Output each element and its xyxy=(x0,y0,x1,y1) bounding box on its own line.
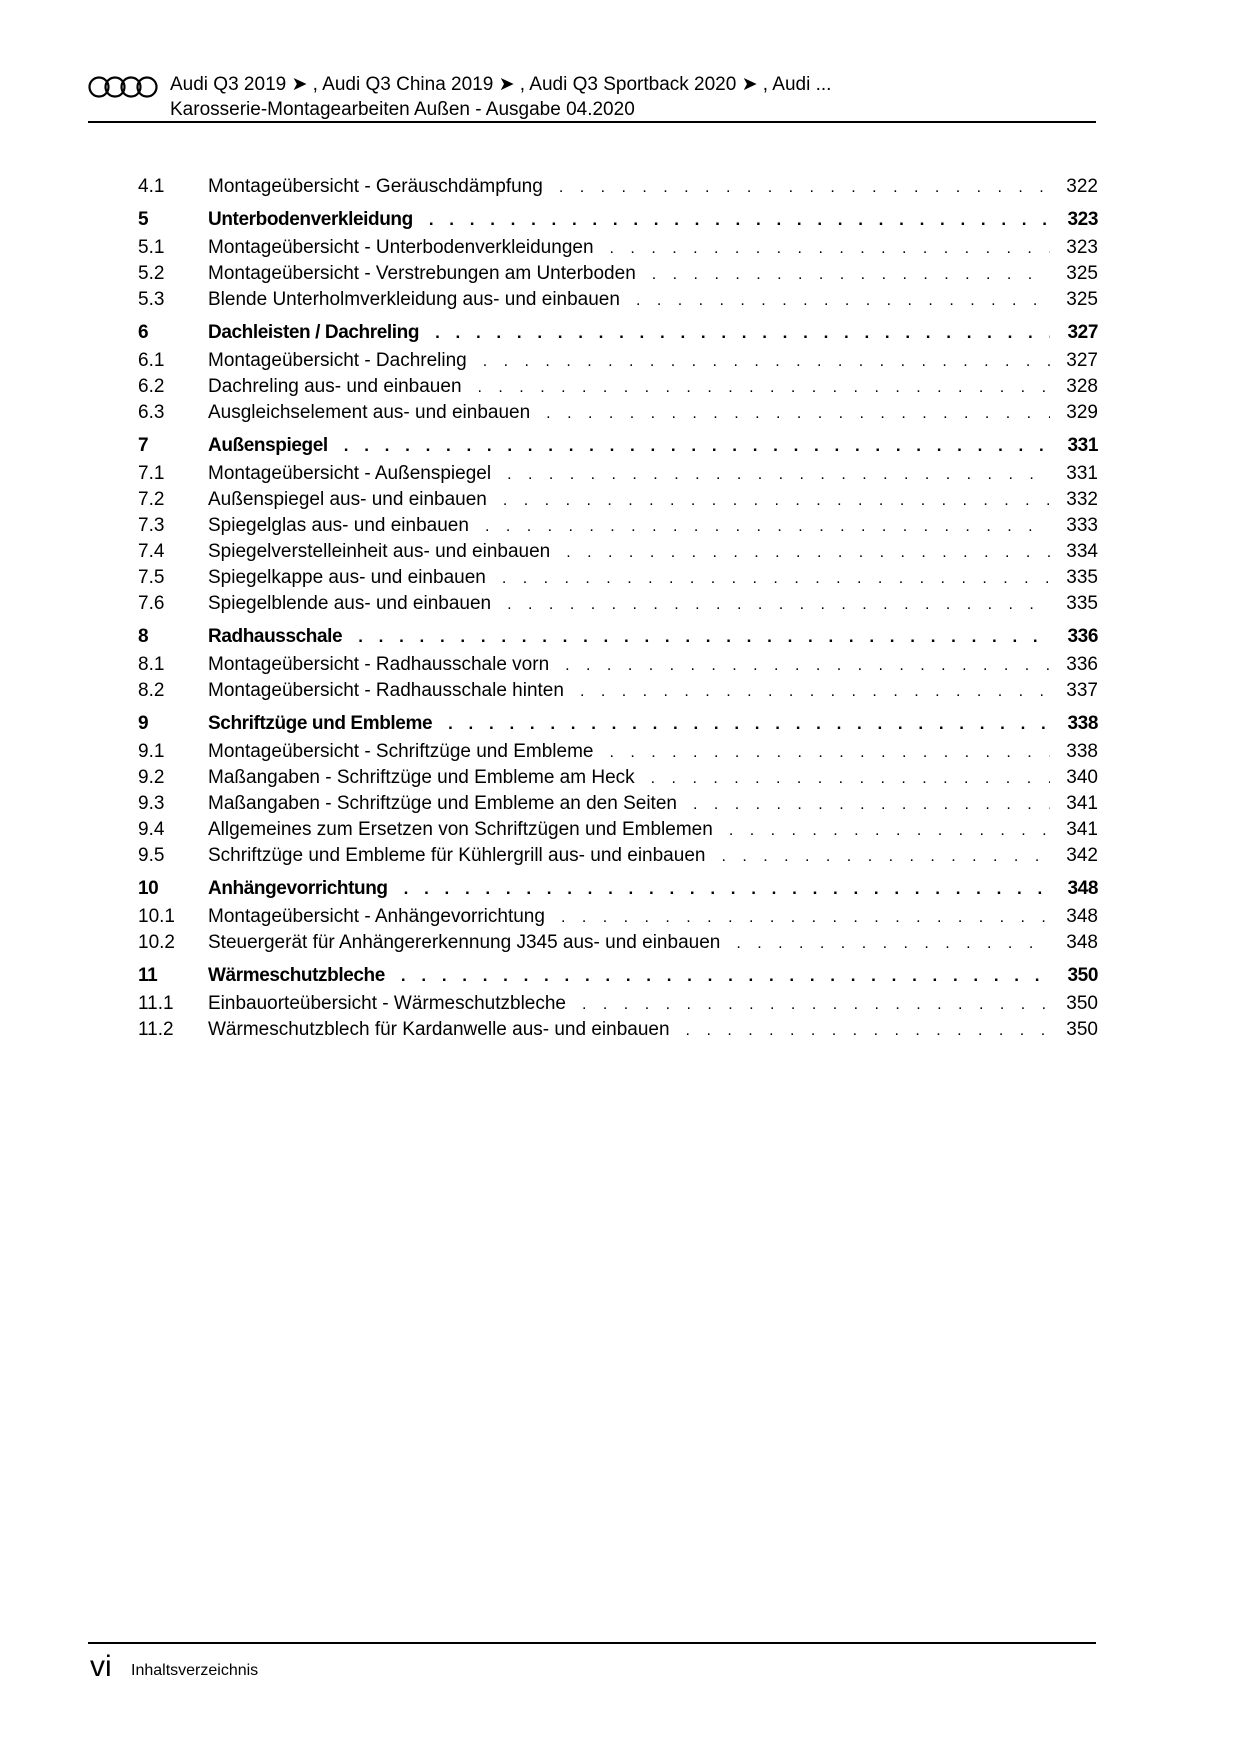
footer-label: Inhaltsverzeichnis xyxy=(131,1662,259,1679)
toc-entry-title[interactable]: Montageübersicht - Schriftzüge und Embleme xyxy=(208,741,594,762)
toc-entry-page[interactable]: 327 xyxy=(1067,322,1098,343)
toc-entry-title[interactable]: Spiegelkappe aus- und einbauen xyxy=(208,567,486,588)
toc-entry-row[interactable] xyxy=(138,513,1098,539)
toc-dot-leader xyxy=(478,375,1050,401)
toc-entry-number: 7 xyxy=(138,435,149,456)
toc-entry-row[interactable] xyxy=(138,930,1098,956)
toc-dot-leader xyxy=(435,317,1050,348)
toc-dot-leader xyxy=(610,236,1050,262)
toc-entry-title[interactable]: Montageübersicht - Verstrebungen am Unterboden xyxy=(208,263,636,284)
toc-entry-title[interactable]: Schriftzüge und Embleme xyxy=(208,713,433,734)
toc-entry-number: 10.1 xyxy=(138,906,175,927)
toc-entry-title[interactable]: Ausgleichselement aus- und einbauen xyxy=(208,402,531,423)
toc-entry-title[interactable]: Maßangaben - Schriftzüge und Embleme an den Seiten xyxy=(208,793,677,814)
toc-entry-number: 10 xyxy=(138,878,159,899)
toc-entry-row[interactable] xyxy=(138,591,1098,617)
toc-entry-page[interactable]: 342 xyxy=(1066,845,1098,866)
toc-dot-leader xyxy=(729,818,1050,844)
toc-entry-row[interactable] xyxy=(138,765,1098,791)
toc-entry-page[interactable]: 331 xyxy=(1066,463,1098,484)
toc-entry-number: 8.2 xyxy=(138,680,165,701)
toc-entry-number: 7.6 xyxy=(138,593,165,614)
toc-entry-number: 7.3 xyxy=(138,515,165,536)
toc-entry-page[interactable]: 338 xyxy=(1066,741,1098,762)
toc-entry-row[interactable] xyxy=(138,791,1098,817)
toc-chapter-row[interactable] xyxy=(138,960,1098,991)
toc-entry-number: 5.3 xyxy=(138,289,165,310)
toc-entry-title[interactable]: Spiegelblende aus- und einbauen xyxy=(208,593,492,614)
toc-entry-number: 10.2 xyxy=(138,932,175,953)
toc-entry-number: 7.1 xyxy=(138,463,165,484)
toc-entry-number: 7.2 xyxy=(138,489,165,510)
toc-entry-title[interactable]: Maßangaben - Schriftzüge und Embleme am Heck xyxy=(208,767,635,788)
toc-entry-row[interactable] xyxy=(138,287,1098,313)
toc-dot-leader xyxy=(507,592,1050,618)
toc-entry-row[interactable] xyxy=(138,235,1098,261)
toc-dot-leader xyxy=(565,653,1050,679)
toc-entry-number: 11 xyxy=(138,965,158,986)
toc-entry-page[interactable]: 327 xyxy=(1066,350,1098,371)
toc-dot-leader xyxy=(344,430,1050,461)
toc-entry-title[interactable]: Montageübersicht - Unterbodenverkleidungen xyxy=(208,237,594,258)
toc-entry-number: 9.3 xyxy=(138,793,165,814)
toc-entry-page[interactable]: 336 xyxy=(1067,626,1098,647)
toc-entry-row[interactable] xyxy=(138,678,1098,704)
toc-entry-title[interactable]: Montageübersicht - Außenspiegel xyxy=(208,463,492,484)
toc-chapter-row[interactable] xyxy=(138,317,1098,348)
toc-dot-leader xyxy=(609,740,1050,766)
toc-entry-title[interactable]: Unterbodenverkleidung xyxy=(208,209,413,230)
toc-dot-leader xyxy=(448,708,1050,739)
toc-dot-leader xyxy=(546,401,1050,427)
toc-entry-page[interactable]: 331 xyxy=(1067,435,1098,456)
footer-page-number: vi xyxy=(90,1650,112,1683)
toc-entry-number: 9 xyxy=(138,713,149,734)
toc-entry-number: 11.1 xyxy=(138,993,174,1014)
toc-entry-title[interactable]: Dachleisten / Dachreling xyxy=(208,322,420,343)
toc-chapter-row[interactable] xyxy=(138,621,1098,652)
toc-entry-title[interactable]: Spiegelglas aus- und einbauen xyxy=(208,515,469,536)
toc-entry-title[interactable]: Außenspiegel aus- und einbauen xyxy=(208,489,487,510)
toc-entry-number: 9.4 xyxy=(138,819,165,840)
toc-entry-number: 5.2 xyxy=(138,263,165,284)
toc-entry-row[interactable] xyxy=(138,904,1098,930)
toc-entry-row[interactable] xyxy=(138,739,1098,765)
toc-chapter-row[interactable] xyxy=(138,430,1098,461)
toc-entry-title[interactable]: Spiegelverstelleinheit aus- und einbauen xyxy=(208,541,551,562)
toc-entry-title[interactable]: Steuergerät für Anhängererkennung J345 aus- und einbauen xyxy=(208,932,721,953)
toc-entry-row[interactable] xyxy=(138,1017,1098,1043)
toc-entry-row[interactable] xyxy=(138,817,1098,843)
toc-entry-page[interactable]: 348 xyxy=(1066,932,1098,953)
toc-chapter-row[interactable] xyxy=(138,873,1098,904)
header-subtitle: Karosserie-Montagearbeiten Außen - Ausgabe 04.2020 xyxy=(170,99,635,120)
toc-entry-title[interactable]: Dachreling aus- und einbauen xyxy=(208,376,462,397)
toc-dot-leader xyxy=(652,262,1050,288)
toc-entry-page[interactable]: 323 xyxy=(1067,209,1098,230)
toc-dot-leader xyxy=(485,514,1050,540)
toc-entry-page[interactable]: 332 xyxy=(1066,489,1098,510)
toc-entry-number: 9.1 xyxy=(138,741,165,762)
toc-entry-title[interactable]: Montageübersicht - Radhausschale hinten xyxy=(208,680,564,701)
toc-entry-page[interactable]: 325 xyxy=(1066,263,1098,284)
toc-entry-title[interactable]: Außenspiegel xyxy=(208,435,328,456)
toc-dot-leader xyxy=(502,566,1050,592)
toc-entry-page[interactable]: 337 xyxy=(1066,680,1098,701)
toc-entry-page[interactable]: 338 xyxy=(1067,713,1098,734)
toc-entry-page[interactable]: 328 xyxy=(1066,376,1098,397)
toc-entry-title[interactable]: Wärmeschutzbleche xyxy=(208,965,385,986)
toc-dot-leader xyxy=(503,488,1050,514)
toc-entry-number: 8 xyxy=(138,626,149,647)
toc-entry-number: 6.2 xyxy=(138,376,165,397)
toc-entry-title[interactable]: Einbauorteübersicht - Wärmeschutzbleche xyxy=(208,993,567,1014)
toc-entry-page[interactable]: 333 xyxy=(1066,515,1098,536)
toc-entry-page[interactable]: 348 xyxy=(1067,878,1098,899)
toc-entry-number: 11.2 xyxy=(138,1019,174,1040)
toc-dot-leader xyxy=(483,349,1050,375)
toc-entry-page[interactable]: 322 xyxy=(1066,176,1098,197)
toc-entry-number: 6 xyxy=(138,322,149,343)
footer-rule xyxy=(88,1642,1096,1644)
toc-entry-number: 7.4 xyxy=(138,541,165,562)
audi-rings-logo-icon xyxy=(88,75,158,99)
toc-entry-row[interactable] xyxy=(138,991,1098,1017)
toc-entry-number: 7.5 xyxy=(138,567,165,588)
toc-entry-title[interactable]: Blende Unterholmverkleidung aus- und einbauen xyxy=(208,289,620,310)
toc-entry-page[interactable]: 334 xyxy=(1066,541,1098,562)
toc-dot-leader xyxy=(736,931,1050,957)
toc-dot-leader xyxy=(401,960,1050,991)
toc-chapter-row[interactable] xyxy=(138,708,1098,739)
toc-entry-title[interactable]: Montageübersicht - Anhängevorrichtung xyxy=(208,906,545,927)
toc-entry-title[interactable]: Montageübersicht - Dachreling xyxy=(208,350,467,371)
toc-entry-row[interactable] xyxy=(138,565,1098,591)
table-of-contents xyxy=(138,174,1098,1043)
toc-dot-leader xyxy=(693,792,1050,818)
toc-entry-number: 4.1 xyxy=(138,176,165,197)
toc-entry-page[interactable]: 350 xyxy=(1066,993,1098,1014)
toc-dot-leader xyxy=(636,288,1050,314)
toc-entry-number: 5 xyxy=(138,209,149,230)
toc-dot-leader xyxy=(559,175,1050,201)
toc-entry-title[interactable]: Radhausschale xyxy=(208,626,343,647)
toc-entry-number: 5.1 xyxy=(138,237,165,258)
toc-entry-title[interactable]: Montageübersicht - Radhausschale vorn xyxy=(208,654,550,675)
toc-entry-number: 9.2 xyxy=(138,767,165,788)
toc-entry-page[interactable]: 350 xyxy=(1066,1019,1098,1040)
toc-dot-leader xyxy=(507,462,1050,488)
toc-entry-page[interactable]: 350 xyxy=(1067,965,1098,986)
toc-dot-leader xyxy=(429,204,1050,235)
toc-entry-number: 6.1 xyxy=(138,350,165,371)
toc-entry-title[interactable]: Montageübersicht - Geräuschdämpfung xyxy=(208,176,543,197)
toc-entry-row[interactable] xyxy=(138,843,1098,869)
toc-entry-title[interactable]: Schriftzüge und Embleme für Kühlergrill aus- und einbauen xyxy=(208,845,706,866)
header-title: Audi Q3 2019 ➤ , Audi Q3 China 2019 ➤ , Audi Q3 Sportback 2020 ➤ , Audi ... xyxy=(170,74,832,95)
toc-dot-leader xyxy=(566,540,1050,566)
toc-entry-row[interactable] xyxy=(138,487,1098,513)
toc-entry-page[interactable]: 323 xyxy=(1066,237,1098,258)
toc-dot-leader xyxy=(580,679,1050,705)
toc-entry-row[interactable] xyxy=(138,461,1098,487)
toc-entry-number: 8.1 xyxy=(138,654,165,675)
toc-entry-page[interactable]: 340 xyxy=(1066,767,1098,788)
toc-entry-row[interactable] xyxy=(138,652,1098,678)
toc-entry-page[interactable]: 341 xyxy=(1066,819,1098,840)
toc-entry-page[interactable]: 336 xyxy=(1066,654,1098,675)
toc-entry-page[interactable]: 348 xyxy=(1066,906,1098,927)
toc-chapter-row[interactable] xyxy=(138,204,1098,235)
toc-entry-row[interactable] xyxy=(138,400,1098,426)
toc-dot-leader xyxy=(404,873,1050,904)
toc-dot-leader xyxy=(721,844,1050,870)
toc-entry-row[interactable] xyxy=(138,374,1098,400)
toc-entry-title[interactable]: Anhängevorrichtung xyxy=(208,878,388,899)
toc-entry-number: 6.3 xyxy=(138,402,165,423)
toc-dot-leader xyxy=(582,992,1050,1018)
toc-entry-page[interactable]: 341 xyxy=(1066,793,1098,814)
toc-entry-page[interactable]: 329 xyxy=(1066,402,1098,423)
toc-entry-number: 9.5 xyxy=(138,845,165,866)
header-rule xyxy=(88,121,1096,123)
toc-entry-row[interactable] xyxy=(138,348,1098,374)
toc-dot-leader xyxy=(651,766,1050,792)
toc-dot-leader xyxy=(358,621,1050,652)
toc-entry-title[interactable]: Wärmeschutzblech für Kardanwelle aus- und einbauen xyxy=(208,1019,670,1040)
toc-entry-row[interactable] xyxy=(138,174,1098,200)
toc-entry-title[interactable]: Allgemeines zum Ersetzen von Schriftzügen und Emblemen xyxy=(208,819,713,840)
toc-entry-page[interactable]: 335 xyxy=(1066,567,1098,588)
toc-dot-leader xyxy=(686,1018,1050,1044)
toc-entry-page[interactable]: 335 xyxy=(1066,593,1098,614)
toc-dot-leader xyxy=(561,905,1050,931)
toc-entry-page[interactable]: 325 xyxy=(1066,289,1098,310)
toc-entry-row[interactable] xyxy=(138,261,1098,287)
toc-entry-row[interactable] xyxy=(138,539,1098,565)
